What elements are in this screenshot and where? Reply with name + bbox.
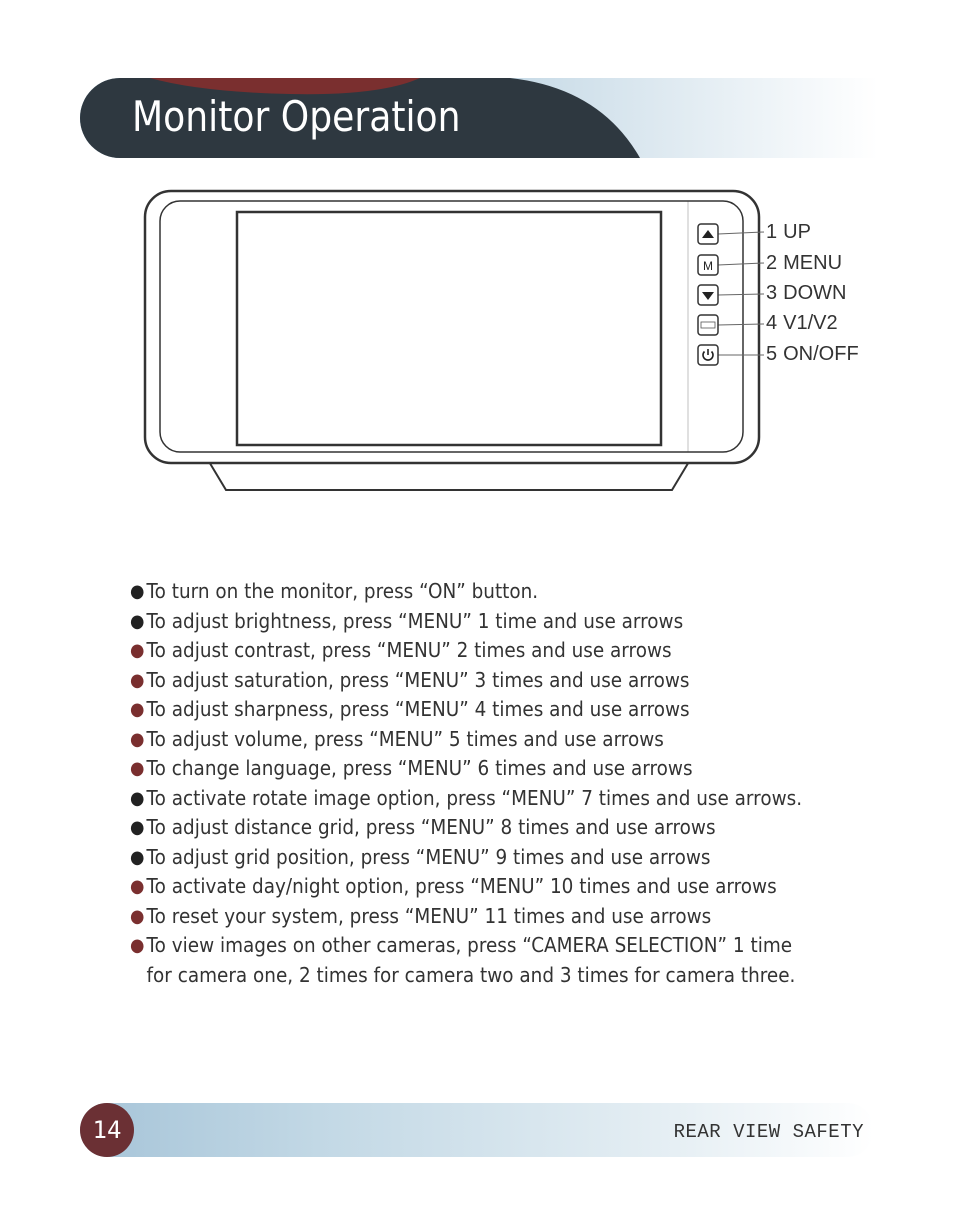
list-item: ● To change language, press “MENU” 6 times and use arrows bbox=[130, 756, 693, 780]
page-number: 14 bbox=[80, 1103, 134, 1157]
v1v2-button[interactable] bbox=[698, 315, 718, 335]
list-item: ● To adjust volume, press “MENU” 5 times and use arrows bbox=[130, 726, 664, 751]
list-item: ● To adjust sharpness, press “MENU” 4 times and use arrows bbox=[130, 697, 690, 721]
instructions-list bbox=[130, 577, 850, 990]
list-item: ● To view images on other cameras, press “CAMERA SELECTION” 1 time for camera one, 2 times for camera two and 3 times for camera three. bbox=[130, 933, 796, 987]
list-item: ● To reset your system, press “MENU” 11 times and use arrows bbox=[130, 903, 712, 928]
list-item: ● To adjust contrast, press “MENU” 2 times and use arrows bbox=[130, 638, 672, 662]
button-label-down: 3 DOWN bbox=[766, 282, 847, 304]
m-icon: M bbox=[703, 259, 713, 273]
list-item: ● To adjust distance grid, press “MENU” 8 times and use arrows bbox=[130, 815, 716, 839]
button-label-up: 1 UP bbox=[766, 221, 811, 243]
footer-brand: REAR VIEW SAFETY bbox=[673, 1121, 864, 1143]
button-label-menu: 2 MENU bbox=[766, 252, 843, 274]
menu-button[interactable] bbox=[698, 255, 718, 275]
button-label-v1v2: 4 V1/V2 bbox=[766, 312, 838, 334]
monitor-stand bbox=[208, 460, 690, 490]
power-button[interactable] bbox=[698, 345, 718, 365]
list-item: ● To adjust saturation, press “MENU” 3 times and use arrows bbox=[130, 667, 690, 692]
list-item: ● To adjust grid position, press “MENU” 9 times and use arrows bbox=[130, 844, 711, 869]
up-button[interactable] bbox=[698, 224, 718, 244]
list-item: ● To activate rotate image option, press “MENU” 7 times and use arrows. bbox=[130, 785, 803, 810]
list-item: ● To adjust brightness, press “MENU” 1 time and use arrows bbox=[130, 608, 684, 633]
down-button[interactable] bbox=[698, 285, 718, 305]
list-item: ● To activate day/night option, press “MENU” 10 times and use arrows bbox=[130, 874, 777, 898]
button-label-onoff: 5 ON/OFF bbox=[766, 343, 859, 365]
monitor-screen bbox=[237, 212, 661, 445]
page-title: Monitor Operation bbox=[132, 92, 461, 141]
list-item: ● To turn on the monitor, press “ON” button. bbox=[130, 579, 539, 603]
